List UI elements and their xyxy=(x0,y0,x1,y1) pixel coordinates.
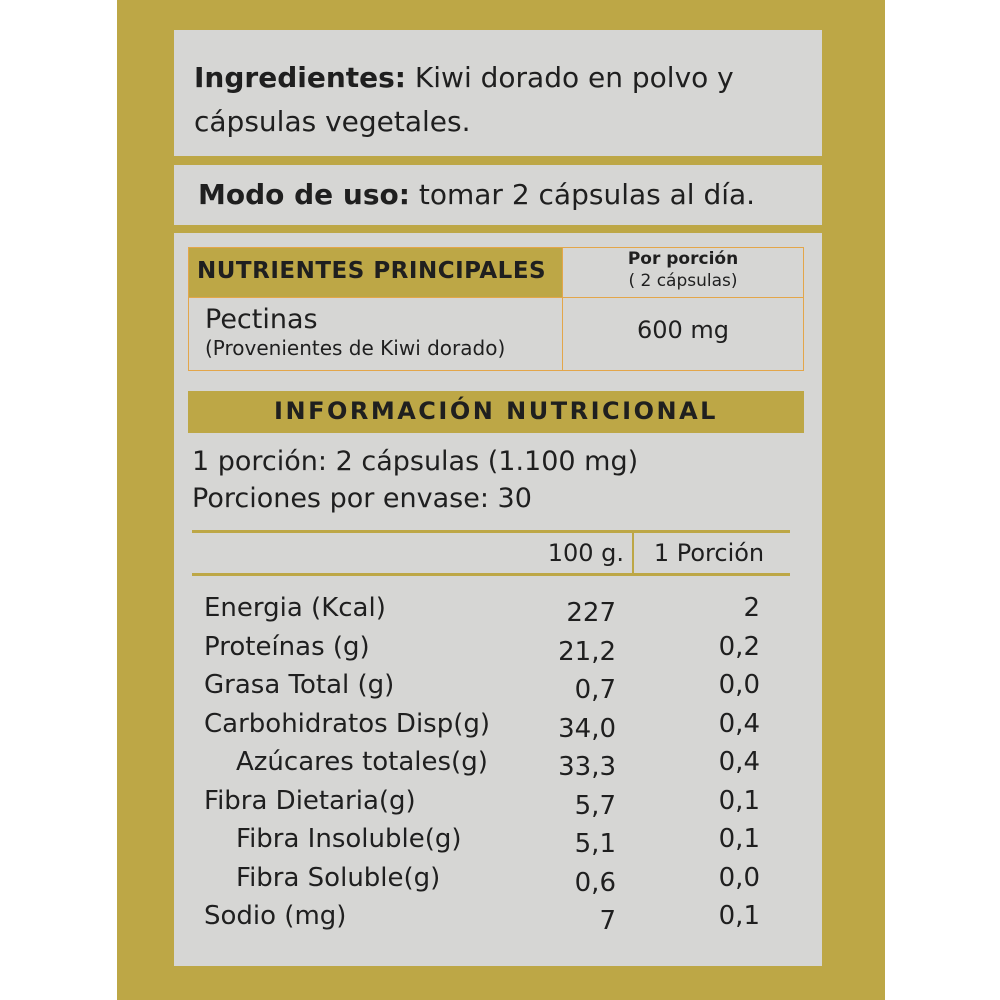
nutrition-row xyxy=(174,709,822,747)
nutrition-row xyxy=(174,786,822,824)
column-header-100g: 100 g. xyxy=(547,539,624,567)
nutrition-row xyxy=(174,670,822,708)
nutrient-name: Fibra Soluble(g) xyxy=(236,862,441,893)
per-portion-header-cell xyxy=(563,248,803,298)
per-portion-label: Por porción xyxy=(627,249,739,269)
value-per-portion: 0,4 xyxy=(718,747,760,777)
value-per-100g: 5,1 xyxy=(574,829,616,859)
ingredients-line2: cápsulas vegetales. xyxy=(194,105,471,138)
column-header-portion: 1 Porción xyxy=(653,539,765,567)
pectin-value: 600 mg xyxy=(636,316,730,344)
nutrient-name: Sodio (mg) xyxy=(204,901,347,931)
usage-panel xyxy=(174,165,822,225)
nutrient-name: Proteínas (g) xyxy=(204,631,370,662)
nutrient-name: Carbohidratos Disp(g) xyxy=(204,708,491,739)
usage-instructions: tomar 2 cápsulas al día. xyxy=(418,178,756,211)
table-top-rule xyxy=(192,530,790,533)
value-per-portion: 0,1 xyxy=(718,824,760,854)
ingredients-label: Ingredientes: xyxy=(194,61,406,94)
value-per-100g: 227 xyxy=(566,598,616,628)
nutrient-name: Energia (Kcal) xyxy=(204,593,386,623)
value-per-100g: 0,6 xyxy=(574,867,616,898)
nutrition-panel xyxy=(174,233,822,966)
value-per-portion: 0,2 xyxy=(718,631,760,662)
pectin-name: Pectinas xyxy=(205,304,318,335)
table-header-rule xyxy=(192,573,790,576)
nutrition-row xyxy=(174,593,822,631)
value-per-portion: 0,1 xyxy=(718,901,760,931)
ingredients-text xyxy=(194,56,804,144)
servings-per-container: Porciones por envase: 30 xyxy=(192,483,532,514)
value-per-100g: 21,2 xyxy=(558,636,616,667)
value-per-portion: 0,1 xyxy=(718,785,760,816)
nutrient-name: Grasa Total (g) xyxy=(204,670,395,700)
main-nutrients-table xyxy=(188,247,804,371)
pectin-value-cell xyxy=(563,298,803,370)
nutrition-row xyxy=(174,863,822,901)
value-per-100g: 0,7 xyxy=(574,675,616,705)
nutrition-row xyxy=(174,824,822,862)
pectin-source: (Provenientes de Kiwi dorado) xyxy=(205,336,506,360)
usage-label: Modo de uso: xyxy=(198,178,410,211)
pectin-name-cell xyxy=(189,298,563,370)
nutrient-name: Fibra Dietaria(g) xyxy=(204,785,416,816)
nutrition-row xyxy=(174,901,822,939)
value-per-portion: 0,4 xyxy=(718,708,760,739)
nutrient-name: Fibra Insoluble(g) xyxy=(236,824,462,854)
value-per-portion: 0,0 xyxy=(718,862,760,893)
nutrition-info-title: INFORMACIÓN NUTRICIONAL xyxy=(274,397,718,425)
value-per-portion: 2 xyxy=(743,593,760,623)
value-per-100g: 34,0 xyxy=(558,713,616,744)
nutrition-info-header xyxy=(188,391,804,433)
serving-size: 1 porción: 2 cápsulas (1.100 mg) xyxy=(192,446,639,477)
value-per-portion: 0,0 xyxy=(718,670,760,700)
ingredients-panel xyxy=(174,30,822,156)
per-portion-note: ( 2 cápsulas) xyxy=(628,271,738,291)
main-nutrients-header-cell xyxy=(189,248,563,298)
usage-text xyxy=(198,173,808,217)
nutrition-row xyxy=(174,747,822,785)
value-per-100g: 5,7 xyxy=(574,790,616,821)
value-per-100g: 33,3 xyxy=(558,752,616,782)
ingredients-line1: Kiwi dorado en polvo y xyxy=(414,61,734,94)
main-nutrients-header: NUTRIENTES PRINCIPALES xyxy=(197,258,547,284)
value-per-100g: 7 xyxy=(599,906,616,936)
nutrition-row xyxy=(174,632,822,670)
nutrient-name: Azúcares totales(g) xyxy=(236,747,488,777)
